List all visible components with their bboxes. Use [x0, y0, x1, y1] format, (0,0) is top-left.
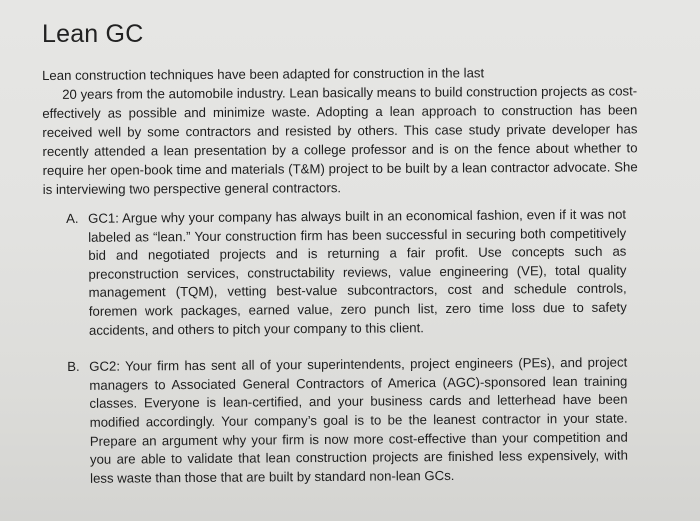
list-item-text: GC2: Your firm has sent all of your superintendents, project engineers (PEs), and project managers to Associated General Contractors of America (AGC)-sponsored lean training classes. Everyone is lean-certified, and your business cards and letterhead have been modified accordingly. Your company’s goal is to be the leanest contractor in your state. Prepare an argument why your firm is now more cost-effective than your competition and you are able to validate that lean construction projects are finished less expensively, with less waste than those that are built by standard non-lean GCs.: [89, 354, 629, 486]
intro-first-line: Lean construction techniques have been adapted for construction in the last: [42, 65, 485, 83]
intro-body: 20 years from the automobile industry. Lean basically means to build construction projects as cost-effectively as possible and minimize waste. Adopting a lean approach to construction has been received well by some contractors and resisted by others. This case study private developer has recently attended a lean presentation by a college professor and is on the fence about whether to require her open-book time and materials (T&M) project to be built by a lean contractor advocate. She is interviewing two perspective general contractors.: [42, 83, 638, 197]
list-marker: B.: [67, 359, 80, 375]
question-list: [66, 206, 628, 489]
list-item-b: [67, 354, 628, 489]
list-item-text: GC1: Argue why your company has always built in an economical fashion, even if it was not labeled as “lean.” Your construction firm has been successful in securing both competitively bid and negotiated projects and is returning a fair profit. Use concepts such as preconstruction services, constructability reviews, value engineering (VE), total quality management (TQM), vetting best-value subcontractors, cost and schedule controls, foremen work packages, earned value, zero punch list, zero time loss due to safety accidents, and others to pitch your company to this client.: [88, 206, 627, 338]
list-item-a: [66, 206, 627, 341]
page-title: Lean GC: [42, 20, 144, 48]
list-marker: A.: [66, 210, 79, 226]
intro-paragraph: [42, 62, 638, 199]
